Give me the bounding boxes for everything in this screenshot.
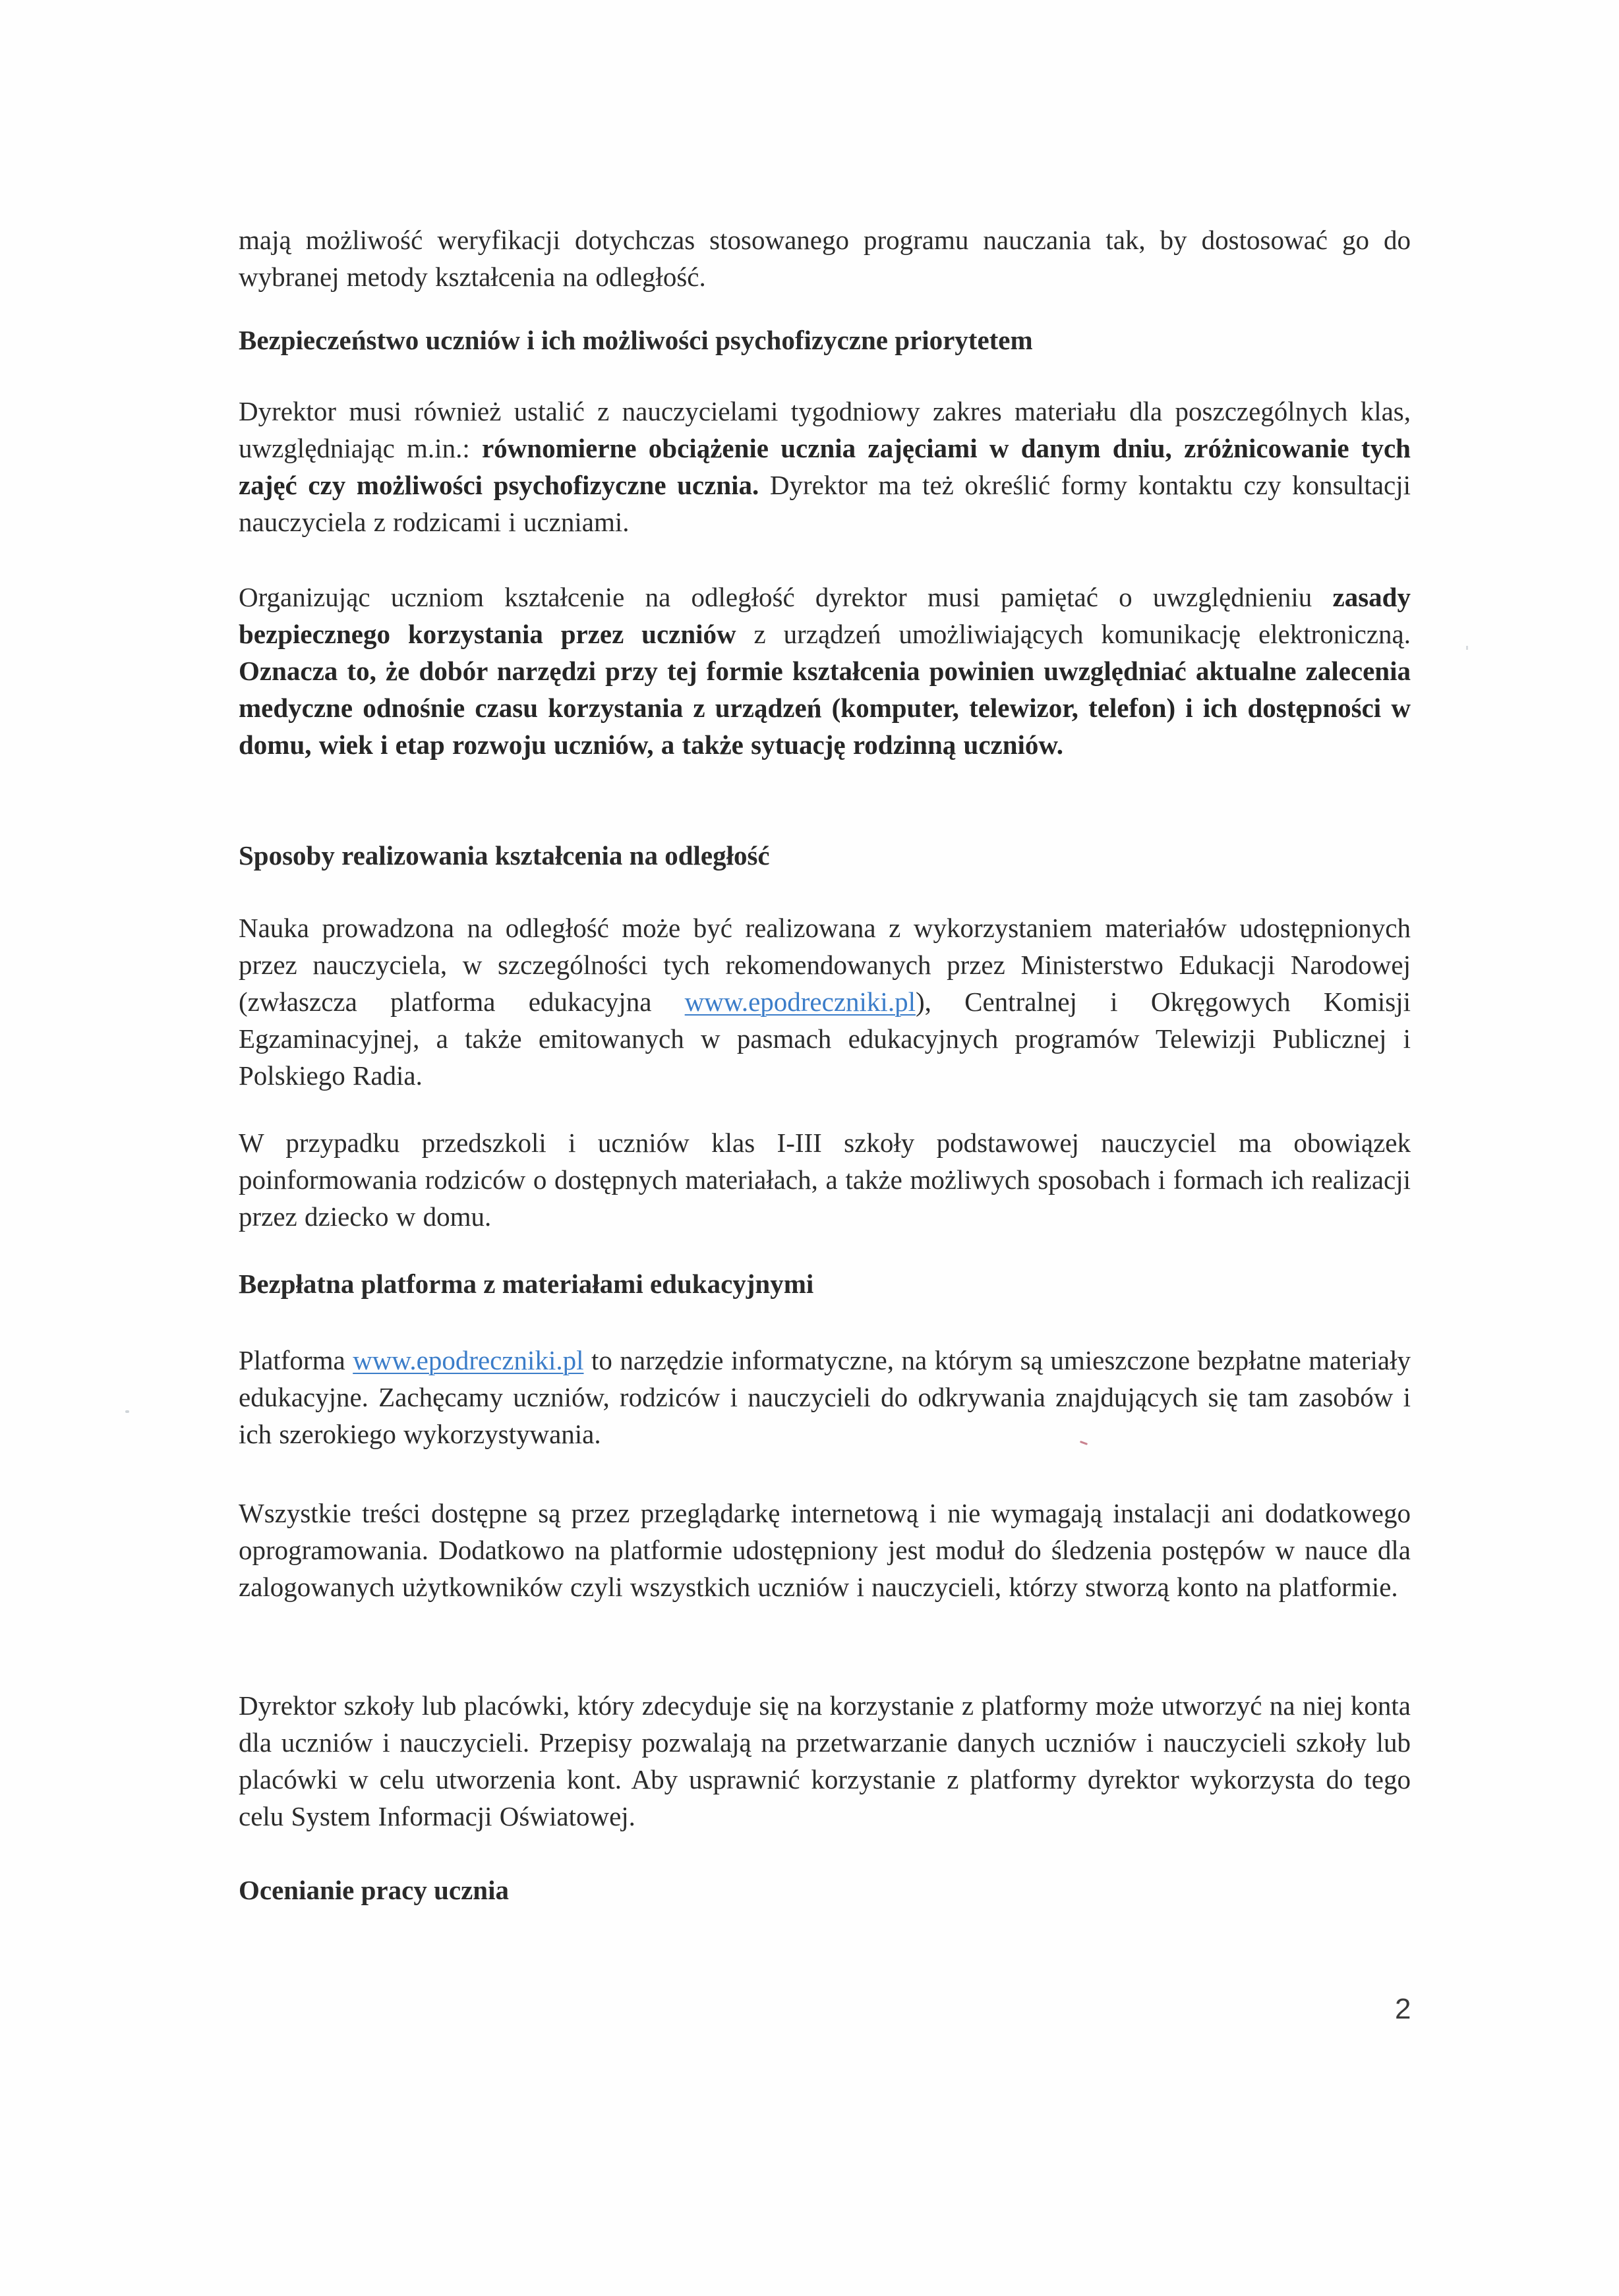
heading-free-platform: Bezpłatna platforma z materiałami edukacyjnymi <box>239 1269 814 1299</box>
paragraph-browser-access <box>239 1495 1411 1605</box>
paragraph-text: Wszystkie treści dostępne są przez przeglądarkę internetową i nie wymagają instalacji ani dodatkowego oprogramowania. Dodatkowo na platformie udostępniony jest moduł do śledzenia postępów w nauce dla zalogowanych użytkowników czyli wszystkich uczniów i nauczycieli, którzy stworzą konto na platformie. <box>239 1498 1411 1602</box>
page-number: 2 <box>1395 1993 1411 2025</box>
paragraph-text: Dyrektor szkoły lub placówki, który zdecyduje się na korzystanie z platformy może utworzyć na niej konta dla uczniów i nauczycieli. Przepisy pozwalają na przetwarzanie danych uczniów i nauczycieli szkoły lub placówki w celu utworzenia kont. Aby usprawnić korzystanie z platformy dyrektor wykorzysta do tego celu System Informacji Oświatowej. <box>239 1690 1411 1831</box>
epodreczniki-link[interactable]: www.epodreczniki.pl <box>684 987 916 1017</box>
scan-artifact-mark <box>1466 646 1468 650</box>
paragraph-learning-materials <box>239 909 1411 1094</box>
paragraph-text: ), Centralnej i Okręgowych Komisji Egzaminacyjnej, a także emitowanych w pasmach edukacyjnych programów Telewizji Publicznej i Polskiego Radia. <box>239 987 1411 1091</box>
paragraph-text: to narzędzie informatyczne, na którym są umieszczone bezpłatne materiały edukacyjne. Zachęcamy uczniów, rodziców i nauczycieli do odkrywania znajdujących się tam zasobów i ich szerokiego wykorzystywania. <box>239 1345 1411 1449</box>
paragraph-text: Organizując uczniom kształcenie na odległość dyrektor musi pamiętać o uwzględnieniu <box>239 582 1333 612</box>
epodreczniki-link[interactable]: www.epodreczniki.pl <box>353 1345 584 1375</box>
paragraph-text: mają możliwość weryfikacji dotychczas stosowanego programu nauczania tak, by dostosować go do wybranej metody kształcenia na odległość. <box>239 225 1411 292</box>
paragraph-text: Dyrektor musi również ustalić z nauczycielami tygodniowy zakres materiału dla poszczególnych klas, uwzględniając m.in.: <box>239 396 1411 463</box>
paragraph-text: z urządzeń umożliwiających komunikację elektroniczną. <box>736 619 1411 649</box>
paragraph-text: W przypadku przedszkoli i uczniów klas I-III szkoły podstawowej nauczyciel ma obowiązek poinformowania rodziców o dostępnych materiałach, a także możliwych sposobach i formach ich realizacji przez dziecko w domu. <box>239 1128 1411 1232</box>
paragraph-text: Dyrektor ma też określić formy kontaktu czy konsultacji nauczyciela z rodzicami i uczniami. <box>239 470 1411 537</box>
paragraph-accounts <box>239 1687 1411 1835</box>
heading-student-assessment: Ocenianie pracy ucznia <box>239 1875 509 1905</box>
heading-student-safety: Bezpieczeństwo uczniów i ich możliwości psychofizyczne priorytetem <box>239 325 1033 355</box>
paragraph-weekly-scope <box>239 393 1411 540</box>
heading-remote-learning-methods: Sposoby realizowania kształcenia na odległość <box>239 840 770 871</box>
paragraph-program-verification <box>239 221 1411 295</box>
bold-emphasis: równomierne obciążenie ucznia zajęciami w danym dniu, zróżnicowanie tych zajęć czy możliwości psychofizyczne ucznia. <box>239 433 1411 500</box>
paragraph-platform-description <box>239 1342 1411 1452</box>
paragraph-text: Nauka prowadzona na odległość może być realizowana z wykorzystaniem materiałów udostępnionych przez nauczyciela, w szczególności tych rekomendowanych przez Ministerstwo Edukacji Narodowej (zwłaszcza platforma edukacyjna <box>239 913 1411 1017</box>
bold-emphasis: Oznacza to, że dobór narzędzi przy tej formie kształcenia powinien uwzględniać aktualne zalecenia medyczne odnośnie czasu korzystania z urządzeń (komputer, telewizor, telefon) i ich dostępności w domu, wiek i etap rozwoju uczniów, a także sytuację rodzinną uczniów. <box>239 656 1411 760</box>
paragraph-preschool-info <box>239 1124 1411 1235</box>
scan-artifact-mark <box>125 1410 129 1413</box>
paragraph-safe-device-use <box>239 579 1411 763</box>
paragraph-text: Platforma <box>239 1345 353 1375</box>
bold-emphasis: zasady bezpiecznego korzystania przez uczniów <box>239 582 1411 649</box>
